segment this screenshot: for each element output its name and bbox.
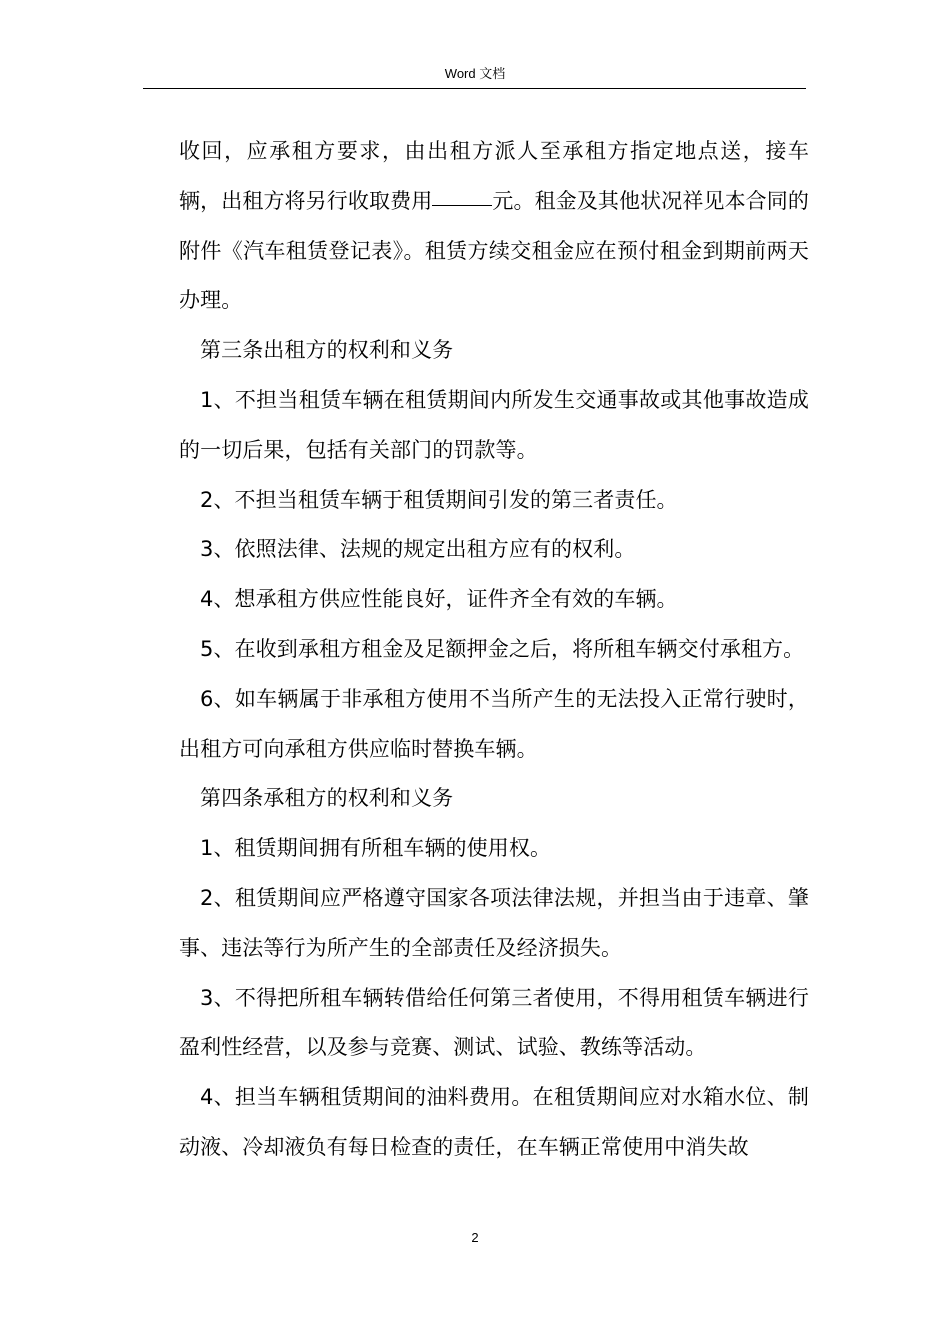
- paragraph-text: 元。租金及其他状况祥见本合同的附件《汽车租赁登记表》。租赁方续交租金应在预付租金到期前两天办理。: [179, 188, 810, 313]
- header-rule: [143, 88, 806, 89]
- article-4-item-3: 3、不得把所租车辆转借给任何第三者使用，不得用租赁车辆进行盈利性经营，以及参与竞赛、测试、试验、教练等活动。: [179, 985, 809, 1060]
- paragraph-text: 收回，应承租方要求，由出租方派人至承租方指定地点送，接车辆，出租方将另行收取费用: [179, 139, 809, 213]
- article-4-item-2: 2、租赁期间应严格遵守国家各项法律法规，并担当由于违章、肇事、违法等行为所产生的全部责任及经济损失。: [179, 885, 809, 960]
- article-3-item-3: 3、依照法律、法规的规定出租方应有的权利。: [200, 537, 636, 562]
- page-number: 2: [471, 1230, 479, 1245]
- article-3-heading: 第三条出租方的权利和义务: [200, 338, 454, 363]
- article-3-item-2: 2、不担当租赁车辆于租赁期间引发的第三者责任。: [200, 487, 678, 512]
- page-header: Word 文档: [444, 66, 506, 81]
- fill-in-blank: [432, 205, 492, 206]
- article-4-item-1: 1、租赁期间拥有所租车辆的使用权。: [200, 836, 552, 861]
- article-3-item-1: 1、不担当租赁车辆在租赁期间内所发生交通事故或其他事故造成的一切后果，包括有关部门的罚款等。: [179, 387, 809, 462]
- document-body: [179, 127, 809, 1173]
- article-3-item-4: 4、想承租方供应性能良好，证件齐全有效的车辆。: [200, 587, 678, 612]
- article-4-heading: 第四条承租方的权利和义务: [200, 786, 454, 811]
- article-4-item-4: 4、担当车辆租赁期间的油料费用。在租赁期间应对水箱水位、制动液、冷却液负有每日检查的责任，在车辆正常使用中消失故: [179, 1085, 809, 1159]
- paragraph-rental-fees: [179, 127, 809, 326]
- article-3-item-6: 6、如车辆属于非承租方使用不当所产生的无法投入正常行驶时，出租方可向承租方供应临时替换车辆。: [179, 686, 809, 761]
- article-3-item-5: 5、在收到承租方租金及足额押金之后，将所租车辆交付承租方。: [200, 636, 805, 661]
